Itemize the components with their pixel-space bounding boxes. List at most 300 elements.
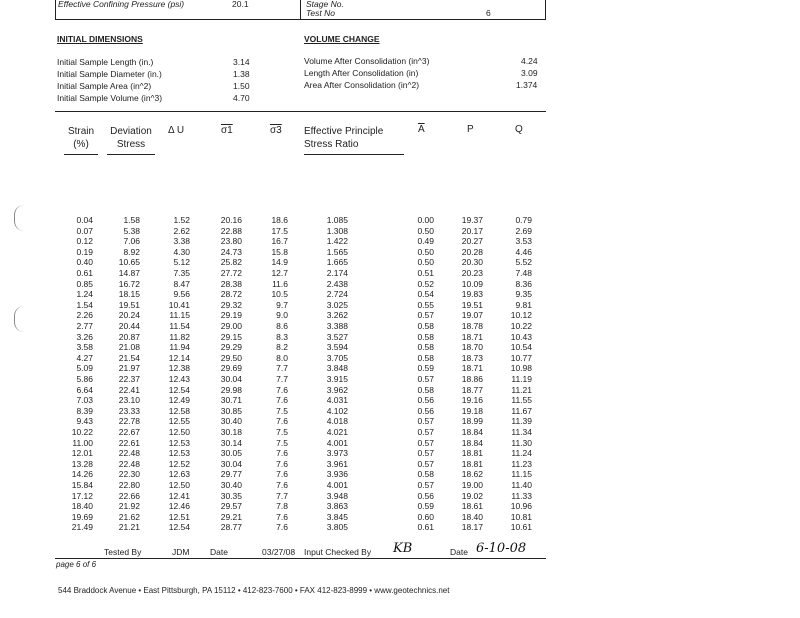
header-strain bbox=[64, 125, 98, 151]
cell-du: 11.82 bbox=[169, 331, 190, 342]
top-box-left-border bbox=[55, 0, 56, 20]
cell-ratio: 2.174 bbox=[326, 268, 348, 278]
cell-sigma1: 20.16 bbox=[220, 215, 242, 225]
initial-length-label: Initial Sample Length (in.) bbox=[57, 57, 154, 67]
cell-strain: 0.61 bbox=[76, 268, 93, 278]
cell-strain: 9.43 bbox=[76, 416, 93, 427]
table-row bbox=[0, 310, 800, 321]
cell-strain: 3.58 bbox=[76, 342, 93, 353]
table-row bbox=[0, 501, 800, 512]
cell-q: 11.39 bbox=[511, 416, 532, 427]
volume-after-value: 4.24 bbox=[521, 56, 538, 66]
cell-du: 2.62 bbox=[173, 225, 190, 236]
table-top-rule bbox=[55, 111, 546, 112]
header-q: Q bbox=[515, 124, 523, 135]
cell-sigma1: 29.19 bbox=[220, 310, 242, 321]
initial-volume-label: Initial Sample Volume (in^3) bbox=[57, 93, 163, 103]
test-value: 6 bbox=[486, 8, 491, 18]
table-row bbox=[0, 363, 800, 374]
cell-du: 9.56 bbox=[173, 289, 190, 300]
header-deviator-label2: Stress bbox=[116, 139, 146, 150]
header-p: P bbox=[467, 124, 474, 135]
cell-deviator: 14.87 bbox=[118, 268, 140, 278]
cell-p: 20.17 bbox=[461, 225, 483, 236]
cell-p: 19.37 bbox=[461, 215, 483, 225]
tested-date-label: Date bbox=[210, 547, 228, 557]
cell-sigma1: 30.04 bbox=[220, 374, 242, 384]
cell-ratio: 3.845 bbox=[326, 511, 348, 522]
cell-strain: 2.77 bbox=[76, 321, 93, 331]
cell-sigma1: 27.72 bbox=[220, 268, 242, 278]
cell-du: 11.94 bbox=[169, 342, 190, 353]
cell-deviator: 16.72 bbox=[118, 278, 140, 289]
cell-p: 18.71 bbox=[461, 331, 483, 342]
cell-sigma1: 29.21 bbox=[220, 511, 242, 522]
volume-change-title: VOLUME CHANGE bbox=[304, 34, 380, 44]
cell-a: 0.57 bbox=[417, 416, 434, 427]
cell-sigma3: 7.6 bbox=[276, 458, 288, 469]
cell-du: 12.55 bbox=[168, 416, 190, 427]
cell-a: 0.56 bbox=[417, 395, 434, 406]
cell-deviator: 21.97 bbox=[118, 363, 140, 374]
cell-strain: 4.27 bbox=[76, 352, 93, 363]
cell-a: 0.57 bbox=[417, 427, 434, 437]
checked-date-value: 6-10-08 bbox=[476, 541, 527, 556]
checked-by-label: Input Checked By bbox=[304, 547, 372, 557]
cell-sigma3: 7.6 bbox=[276, 416, 288, 427]
cell-q: 10.81 bbox=[510, 511, 532, 522]
cell-sigma1: 30.85 bbox=[220, 405, 242, 416]
cell-sigma3: 7.7 bbox=[276, 374, 288, 384]
cell-deviator: 5.38 bbox=[123, 225, 140, 236]
checked-date-label: Date bbox=[450, 547, 468, 557]
cell-p: 18.81 bbox=[461, 458, 483, 469]
cell-du: 12.52 bbox=[168, 458, 190, 469]
cell-sigma1: 29.69 bbox=[220, 363, 242, 374]
cell-a: 0.57 bbox=[417, 374, 434, 384]
cell-q: 10.12 bbox=[510, 310, 532, 321]
cell-sigma1: 29.29 bbox=[220, 342, 242, 353]
cell-strain: 0.07 bbox=[76, 225, 93, 236]
header-strain-label: Strain bbox=[67, 126, 95, 137]
cell-ratio: 3.262 bbox=[326, 310, 348, 321]
cell-a: 0.50 bbox=[417, 246, 434, 257]
cell-du: 12.46 bbox=[168, 501, 190, 512]
cell-deviator: 22.67 bbox=[118, 427, 140, 437]
cell-sigma3: 8.2 bbox=[276, 342, 288, 353]
cell-ratio: 3.961 bbox=[326, 458, 348, 469]
cell-sigma1: 30.04 bbox=[220, 458, 242, 469]
cell-sigma1: 29.98 bbox=[220, 384, 242, 395]
cell-q: 9.35 bbox=[515, 289, 532, 300]
table-row bbox=[0, 257, 800, 268]
cell-du: 11.15 bbox=[169, 310, 190, 321]
cell-du: 12.50 bbox=[168, 427, 190, 437]
initial-area-label: Initial Sample Area (in^2) bbox=[57, 81, 152, 91]
signoff-bottom-rule bbox=[55, 558, 546, 559]
cell-a: 0.57 bbox=[417, 310, 434, 321]
cell-sigma3: 7.6 bbox=[276, 511, 288, 522]
cell-q: 10.98 bbox=[510, 363, 532, 374]
checked-by-signature: KB bbox=[393, 541, 413, 556]
cell-sigma3: 14.9 bbox=[271, 257, 288, 268]
cell-du: 12.38 bbox=[168, 363, 190, 374]
table-row bbox=[0, 353, 800, 364]
cell-a: 0.59 bbox=[417, 363, 434, 374]
cell-p: 20.23 bbox=[461, 268, 483, 278]
cell-q: 10.54 bbox=[510, 342, 532, 353]
table-row bbox=[0, 268, 800, 279]
cell-p: 20.27 bbox=[461, 236, 483, 247]
cell-sigma3: 8.0 bbox=[276, 352, 288, 363]
cell-p: 18.71 bbox=[461, 363, 483, 374]
cell-strain: 21.49 bbox=[71, 522, 93, 533]
cell-ratio: 3.863 bbox=[326, 501, 348, 512]
initial-area-value: 1.50 bbox=[233, 81, 250, 91]
cell-a: 0.58 bbox=[417, 384, 434, 395]
cell-p: 18.78 bbox=[461, 321, 483, 331]
table-row bbox=[0, 300, 800, 311]
cell-p: 18.99 bbox=[461, 416, 483, 427]
table-row bbox=[0, 279, 800, 290]
cell-p: 19.07 bbox=[461, 310, 483, 321]
cell-a: 0.57 bbox=[417, 480, 434, 490]
cell-a: 0.54 bbox=[417, 289, 434, 300]
cell-deviator: 20.24 bbox=[118, 310, 140, 321]
cell-ratio: 1.308 bbox=[326, 225, 348, 236]
cell-q: 5.52 bbox=[515, 257, 532, 268]
cell-deviator: 18.15 bbox=[118, 289, 140, 300]
cell-sigma1: 23.80 bbox=[220, 236, 242, 247]
cell-ratio: 4.031 bbox=[326, 395, 348, 406]
table-row bbox=[0, 332, 800, 343]
table-row bbox=[0, 395, 800, 406]
table-row bbox=[0, 459, 800, 470]
cell-strain: 0.12 bbox=[76, 236, 93, 247]
cell-q: 3.53 bbox=[515, 236, 532, 247]
cell-sigma1: 28.38 bbox=[220, 278, 242, 289]
tested-date-value: 03/27/08 bbox=[262, 547, 296, 557]
test-label: Test No bbox=[306, 8, 335, 18]
cell-sigma3: 7.7 bbox=[276, 363, 288, 374]
cell-sigma3: 7.6 bbox=[276, 469, 288, 480]
cell-sigma1: 30.05 bbox=[220, 448, 242, 459]
cell-strain: 0.04 bbox=[76, 215, 93, 225]
header-strain-underline bbox=[64, 154, 98, 155]
cell-q: 10.43 bbox=[510, 331, 532, 342]
cell-a: 0.56 bbox=[417, 405, 434, 416]
cell-deviator: 22.30 bbox=[118, 469, 140, 480]
cell-a: 0.50 bbox=[417, 225, 434, 236]
cell-a: 0.50 bbox=[417, 257, 434, 268]
cell-ratio: 1.085 bbox=[326, 215, 348, 225]
cell-ratio: 3.705 bbox=[326, 352, 348, 363]
cell-sigma1: 30.14 bbox=[220, 437, 242, 448]
cell-sigma3: 7.5 bbox=[276, 437, 288, 448]
page-number: page 6 of 6 bbox=[56, 560, 97, 569]
cell-du: 12.53 bbox=[168, 448, 190, 459]
cell-sigma3: 7.6 bbox=[276, 480, 288, 490]
cell-strain: 7.03 bbox=[76, 395, 93, 406]
cell-p: 19.51 bbox=[461, 299, 483, 310]
cell-a: 0.58 bbox=[417, 342, 434, 353]
cell-p: 19.16 bbox=[461, 395, 483, 406]
cell-p: 18.81 bbox=[461, 448, 483, 459]
cell-ratio: 3.527 bbox=[326, 331, 348, 342]
confining-value: 20.1 bbox=[232, 0, 249, 9]
cell-ratio: 3.915 bbox=[326, 374, 348, 384]
cell-sigma1: 30.35 bbox=[220, 490, 242, 501]
cell-sigma3: 7.6 bbox=[276, 448, 288, 459]
header-sigma1-text: σ1 bbox=[221, 125, 233, 136]
cell-q: 9.81 bbox=[515, 299, 532, 310]
volume-after-label: Volume After Consolidation (in^3) bbox=[304, 56, 430, 66]
cell-strain: 1.54 bbox=[76, 299, 93, 310]
cell-du: 11.54 bbox=[169, 321, 190, 331]
cell-p: 20.30 bbox=[461, 257, 483, 268]
table-row bbox=[0, 438, 800, 449]
cell-deviator: 21.92 bbox=[118, 501, 140, 512]
cell-du: 12.58 bbox=[168, 405, 190, 416]
cell-sigma3: 16.7 bbox=[271, 236, 288, 247]
header-a bbox=[418, 123, 425, 136]
cell-deviator: 22.48 bbox=[118, 458, 140, 469]
confining-label: Effective Confining Pressure (psi) bbox=[58, 0, 185, 9]
cell-ratio: 3.973 bbox=[326, 448, 348, 459]
cell-strain: 5.09 bbox=[76, 363, 93, 374]
cell-a: 0.58 bbox=[417, 469, 434, 480]
cell-ratio: 3.594 bbox=[326, 342, 348, 353]
header-deviator bbox=[107, 125, 155, 151]
cell-deviator: 22.41 bbox=[118, 384, 140, 395]
cell-du: 12.51 bbox=[168, 511, 190, 522]
cell-strain: 1.24 bbox=[76, 289, 93, 300]
initial-length-value: 3.14 bbox=[233, 57, 250, 67]
cell-strain: 6.64 bbox=[76, 384, 93, 395]
cell-sigma3: 18.6 bbox=[271, 215, 288, 225]
cell-a: 0.58 bbox=[417, 352, 434, 363]
cell-a: 0.52 bbox=[417, 278, 434, 289]
cell-p: 18.86 bbox=[461, 374, 483, 384]
cell-p: 18.84 bbox=[461, 437, 483, 448]
cell-sigma3: 11.6 bbox=[272, 278, 288, 289]
cell-q: 11.34 bbox=[511, 427, 532, 437]
cell-p: 18.17 bbox=[461, 522, 483, 533]
table-row bbox=[0, 512, 800, 523]
header-ratio-underline bbox=[304, 154, 404, 155]
cell-q: 11.67 bbox=[511, 405, 532, 416]
cell-sigma3: 7.6 bbox=[276, 395, 288, 406]
cell-sigma1: 29.50 bbox=[220, 352, 242, 363]
cell-du: 5.12 bbox=[173, 257, 190, 268]
cell-a: 0.60 bbox=[417, 511, 434, 522]
cell-p: 18.84 bbox=[461, 427, 483, 437]
cell-deviator: 23.33 bbox=[118, 405, 140, 416]
cell-sigma1: 22.88 bbox=[220, 225, 242, 236]
table-row bbox=[0, 416, 800, 427]
cell-ratio: 4.021 bbox=[326, 427, 348, 437]
cell-du: 3.38 bbox=[173, 236, 190, 247]
cell-strain: 2.26 bbox=[76, 310, 93, 321]
tested-by-label: Tested By bbox=[104, 547, 142, 557]
initial-volume-value: 4.70 bbox=[233, 93, 250, 103]
cell-p: 10.09 bbox=[461, 278, 483, 289]
cell-deviator: 19.51 bbox=[118, 299, 140, 310]
cell-deviator: 1.58 bbox=[123, 215, 140, 225]
cell-du: 12.41 bbox=[168, 490, 190, 501]
cell-du: 8.47 bbox=[173, 278, 190, 289]
cell-du: 1.52 bbox=[173, 215, 190, 225]
cell-deviator: 21.54 bbox=[118, 352, 140, 363]
cell-a: 0.00 bbox=[417, 215, 434, 225]
cell-ratio: 2.724 bbox=[326, 289, 348, 300]
header-sigma3-text: σ3 bbox=[270, 125, 282, 136]
cell-a: 0.61 bbox=[417, 522, 434, 533]
cell-sigma1: 29.00 bbox=[220, 321, 242, 331]
cell-du: 4.30 bbox=[173, 246, 190, 257]
cell-a: 0.57 bbox=[417, 458, 434, 469]
cell-ratio: 3.848 bbox=[326, 363, 348, 374]
cell-sigma3: 9.7 bbox=[276, 299, 288, 310]
cell-sigma3: 7.5 bbox=[276, 427, 288, 437]
cell-p: 18.77 bbox=[461, 384, 483, 395]
cell-strain: 5.86 bbox=[76, 374, 93, 384]
cell-ratio: 3.936 bbox=[326, 469, 348, 480]
cell-deviator: 20.44 bbox=[118, 321, 140, 331]
cell-q: 7.48 bbox=[515, 268, 532, 278]
area-after-value: 1.374 bbox=[516, 80, 538, 90]
cell-q: 10.22 bbox=[510, 321, 532, 331]
cell-ratio: 3.025 bbox=[326, 299, 348, 310]
table-row bbox=[0, 427, 800, 438]
table-row bbox=[0, 289, 800, 300]
cell-strain: 0.19 bbox=[76, 246, 93, 257]
cell-sigma3: 12.7 bbox=[271, 268, 288, 278]
tested-by-initials: JDM bbox=[172, 547, 190, 557]
cell-q: 11.40 bbox=[511, 480, 532, 490]
cell-sigma3: 9.0 bbox=[276, 310, 288, 321]
cell-p: 18.73 bbox=[461, 352, 483, 363]
top-box-divider bbox=[300, 0, 301, 20]
stage-label: Stage No. bbox=[306, 0, 344, 9]
table-row bbox=[0, 236, 800, 247]
cell-deviator: 22.66 bbox=[118, 490, 140, 501]
header-deviator-label: Deviation bbox=[110, 126, 152, 137]
header-a-text: $\overline{A}$ bbox=[418, 124, 425, 135]
cell-sigma3: 7.8 bbox=[276, 501, 288, 512]
cell-strain: 12.01 bbox=[71, 448, 93, 459]
table-row bbox=[0, 247, 800, 258]
cell-sigma3: 8.3 bbox=[276, 331, 288, 342]
cell-sigma1: 30.40 bbox=[220, 480, 242, 490]
table-row bbox=[0, 491, 800, 502]
cell-q: 10.61 bbox=[510, 522, 532, 533]
cell-du: 12.53 bbox=[168, 437, 190, 448]
cell-p: 18.70 bbox=[461, 342, 483, 353]
cell-du: 12.50 bbox=[168, 480, 190, 490]
header-sigma3 bbox=[270, 124, 282, 137]
cell-du: 7.35 bbox=[173, 268, 190, 278]
table-row bbox=[0, 342, 800, 353]
cell-du: 10.41 bbox=[168, 299, 190, 310]
header-sigma1 bbox=[221, 124, 233, 137]
cell-strain: 3.26 bbox=[76, 331, 93, 342]
cell-p: 18.62 bbox=[461, 469, 483, 480]
cell-du: 12.54 bbox=[168, 384, 190, 395]
cell-sigma3: 15.8 bbox=[271, 246, 288, 257]
header-ratio-label: Effective Principle bbox=[304, 126, 384, 137]
cell-deviator: 21.08 bbox=[118, 342, 140, 353]
cell-a: 0.56 bbox=[417, 490, 434, 501]
table-row bbox=[0, 448, 800, 459]
cell-deviator: 8.92 bbox=[123, 246, 140, 257]
cell-deviator: 22.78 bbox=[118, 416, 140, 427]
cell-sigma1: 29.77 bbox=[220, 469, 242, 480]
table-row bbox=[0, 522, 800, 533]
cell-deviator: 22.61 bbox=[118, 437, 140, 448]
cell-sigma3: 17.5 bbox=[271, 225, 288, 236]
cell-deviator: 10.65 bbox=[118, 257, 140, 268]
header-strain-unit: (%) bbox=[73, 139, 89, 150]
header-ratio-label2: Stress Ratio bbox=[304, 139, 359, 150]
table-row bbox=[0, 226, 800, 237]
cell-p: 19.18 bbox=[461, 405, 483, 416]
length-after-label: Length After Consolidation (in) bbox=[304, 68, 419, 78]
cell-p: 19.02 bbox=[461, 490, 483, 501]
cell-ratio: 1.422 bbox=[326, 236, 348, 247]
cell-ratio: 3.962 bbox=[326, 384, 348, 395]
cell-strain: 11.00 bbox=[72, 437, 93, 448]
cell-q: 11.23 bbox=[511, 458, 532, 469]
cell-deviator: 20.87 bbox=[118, 331, 140, 342]
cell-p: 19.83 bbox=[461, 289, 483, 300]
cell-sigma1: 29.57 bbox=[220, 501, 242, 512]
cell-a: 0.49 bbox=[417, 236, 434, 247]
cell-du: 12.43 bbox=[168, 374, 190, 384]
cell-q: 11.55 bbox=[511, 395, 532, 406]
cell-sigma1: 30.71 bbox=[220, 395, 242, 406]
cell-ratio: 1.665 bbox=[326, 257, 348, 268]
cell-ratio: 1.565 bbox=[326, 246, 348, 257]
cell-q: 4.46 bbox=[515, 246, 532, 257]
cell-q: 11.30 bbox=[511, 437, 532, 448]
cell-q: 11.15 bbox=[511, 469, 532, 480]
cell-ratio: 2.438 bbox=[326, 278, 348, 289]
cell-du: 12.54 bbox=[168, 522, 190, 533]
cell-a: 0.55 bbox=[417, 299, 434, 310]
cell-sigma1: 30.18 bbox=[220, 427, 242, 437]
cell-strain: 13.28 bbox=[71, 458, 93, 469]
cell-q: 11.21 bbox=[511, 384, 532, 395]
initial-diameter-value: 1.38 bbox=[233, 69, 250, 79]
cell-q: 11.24 bbox=[511, 448, 532, 459]
cell-strain: 18.40 bbox=[71, 501, 93, 512]
cell-deviator: 7.06 bbox=[123, 236, 140, 247]
cell-p: 20.28 bbox=[461, 246, 483, 257]
cell-sigma3: 7.5 bbox=[276, 405, 288, 416]
cell-q: 2.69 bbox=[515, 225, 532, 236]
table-row bbox=[0, 406, 800, 417]
cell-sigma1: 29.32 bbox=[220, 299, 242, 310]
cell-ratio: 4.018 bbox=[326, 416, 348, 427]
cell-q: 10.96 bbox=[510, 501, 532, 512]
length-after-value: 3.09 bbox=[521, 68, 538, 78]
cell-sigma1: 24.73 bbox=[220, 246, 242, 257]
cell-sigma3: 7.6 bbox=[276, 384, 288, 395]
cell-p: 19.00 bbox=[461, 480, 483, 490]
cell-ratio: 3.805 bbox=[326, 522, 348, 533]
cell-sigma3: 7.6 bbox=[276, 522, 288, 533]
